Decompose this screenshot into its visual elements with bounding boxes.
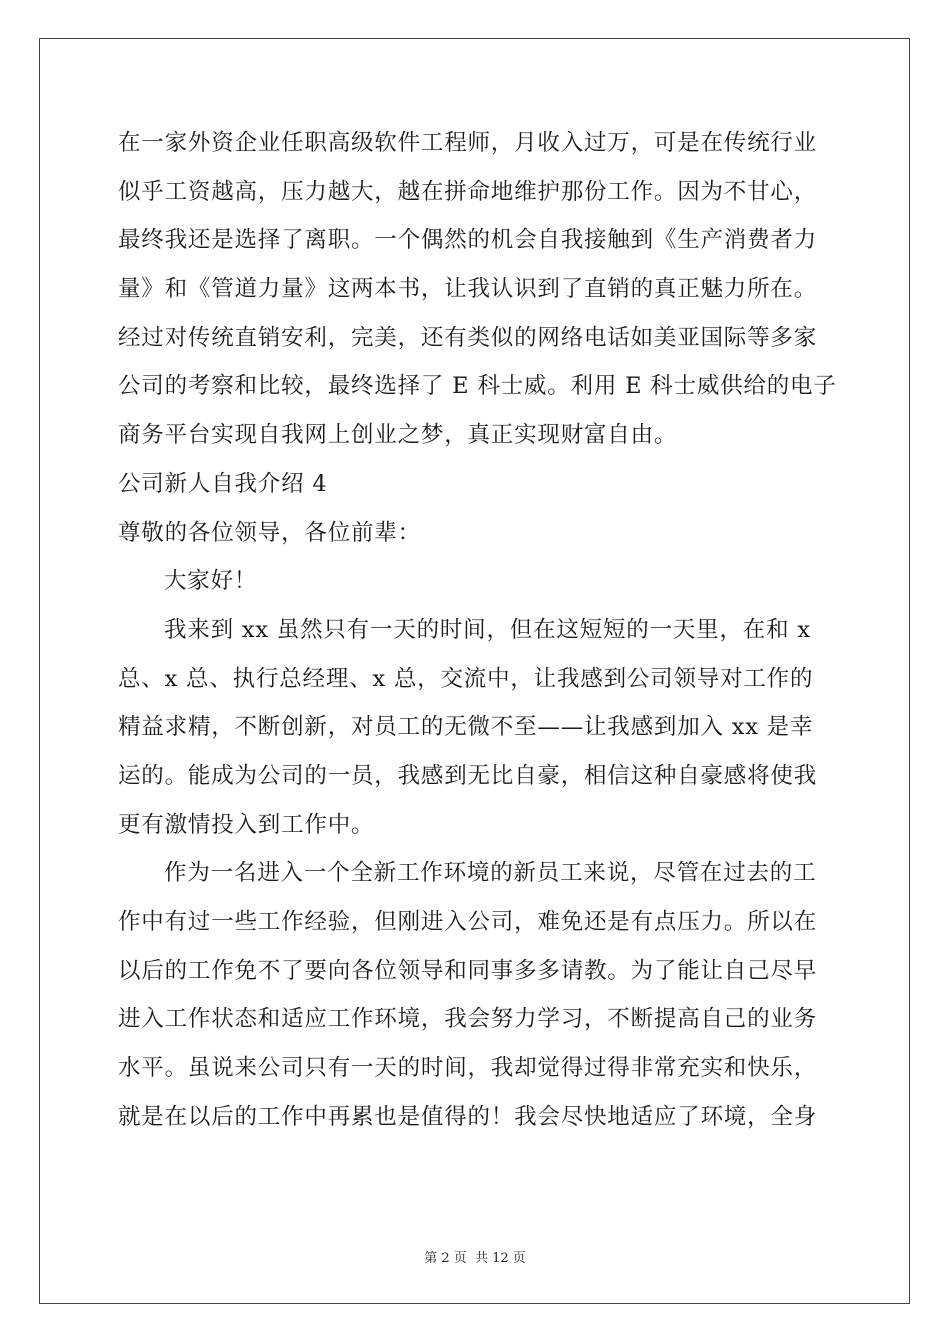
text-line: 似乎工资越高，压力越大，越在拼命地维护那份工作。因为不甘心， [118,178,818,205]
text-line: 以后的工作免不了要向各位领导和同事多多请教。为了能让自己尽早 [118,957,818,984]
text-line: 水平。虽说来公司只有一天的时间，我却觉得过得非常充实和快乐， [118,1055,818,1082]
text-line: 经过对传统直销安利，完美，还有类似的网络电话如美亚国际等多家 [118,324,818,351]
text-line: 量》和《管道力量》这两本书，让我认识到了直销的真正魅力所在。 [118,276,818,303]
text-line: 就是在以后的工作中再累也是值得的！我会尽快地适应了环境，全身 [118,1103,818,1130]
text-line: 作为一名进入一个全新工作环境的新员工来说，尽管在过去的工 [164,860,817,887]
text-line: 尊敬的各位领导，各位前辈： [118,519,421,546]
text-line: 在一家外资企业任职高级软件工程师，月收入过万，可是在传统行业 [118,130,818,156]
text-line: 作中有过一些工作经验，但刚进入公司，难免还是有点压力。所以在 [118,909,818,935]
text-line: 大家好！ [164,568,258,595]
text-line: 最终我还是选择了离职。一个偶然的机会自我接触到《生产消费者力 [118,227,818,254]
text-line: 运的。能成为公司的一员，我感到无比自豪，相信这种自豪感将使我 [118,762,818,789]
text-line: 商务平台实现自我网上创业之梦，真正实现财富自由。 [118,422,678,449]
text-line: 总、x 总、执行总经理、x 总，交流中，让我感到公司领导对工作的 [118,665,814,692]
page-total: 共 12 页 [474,1251,526,1266]
text-line: 更有激情投入到工作中。 [118,811,375,838]
page-number: 第 2 页 [424,1251,467,1266]
text-line: 公司新人自我介绍 4 [118,470,328,497]
text-line: 公司的考察和比较，最终选择了 E 科士威。利用 E 科士威供给的电子 [118,373,837,400]
page-footer [0,1247,950,1266]
text-line: 精益求精，不断创新，对员工的无微不至——让我感到加入 xx 是幸 [118,714,814,741]
text-line: 进入工作状态和适应工作环境，我会努力学习，不断提高自己的业务 [118,1006,818,1033]
document-body [118,130,837,1152]
text-line: 我来到 xx 虽然只有一天的时间，但在这短短的一天里，在和 x [164,616,811,643]
